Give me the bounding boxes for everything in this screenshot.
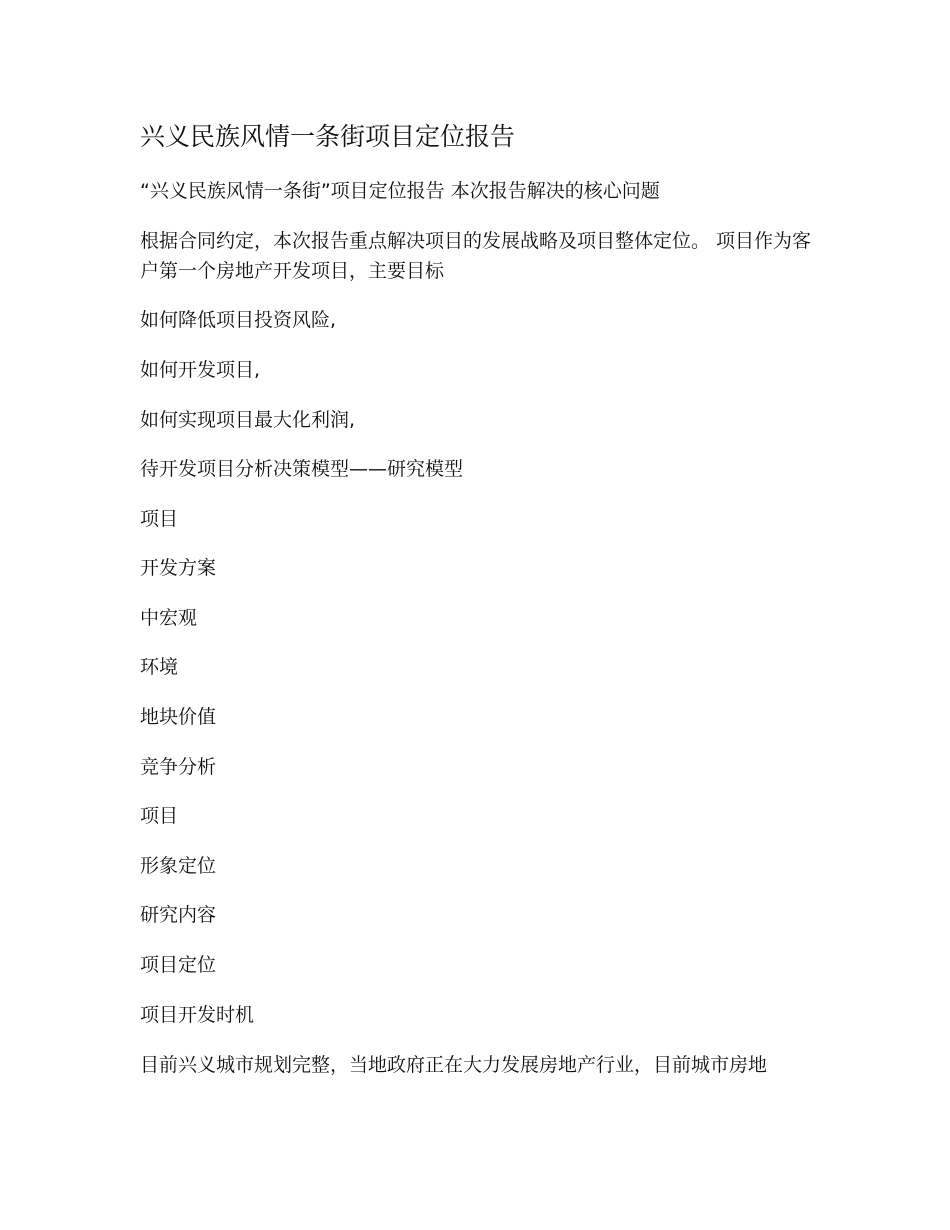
- paragraph-item: 项目: [140, 508, 179, 530]
- paragraph-item: 环境: [140, 656, 179, 678]
- paragraph-item: 地块价值: [140, 706, 217, 728]
- paragraph-item: 项目开发时机: [140, 1004, 255, 1026]
- paragraph-item: 开发方案: [140, 557, 217, 579]
- paragraph-core-issue: “兴义民族风情一条街”项目定位报告 本次报告解决的核心问题: [140, 180, 660, 202]
- paragraph-item: 研究内容: [140, 904, 217, 926]
- paragraph-reduce-risk: 如何降低项目投资风险,: [140, 309, 337, 331]
- paragraph-contract-scope: 根据合同约定，本次报告重点解决项目的发展战略及项目整体定位。 项目作为客户第一个房地产开发项目，主要目标: [140, 230, 812, 282]
- paragraph-decision-model: 待开发项目分析决策模型——研究模型: [140, 458, 464, 480]
- document-title: 兴义民族风情一条街项目定位报告: [140, 122, 516, 151]
- paragraph-item: 中宏观: [140, 607, 198, 629]
- paragraph-item: 竞争分析: [140, 756, 217, 778]
- paragraph-item: 形象定位: [140, 855, 217, 877]
- paragraph-city-planning: 目前兴义城市规划完整，当地政府正在大力发展房地产行业，目前城市房地: [140, 1054, 768, 1076]
- paragraph-item: 项目定位: [140, 954, 217, 976]
- paragraph-how-develop: 如何开发项目,: [140, 359, 261, 381]
- paragraph-maximize-profit: 如何实现项目最大化利润,: [140, 409, 356, 431]
- paragraph-item: 项目: [140, 805, 179, 827]
